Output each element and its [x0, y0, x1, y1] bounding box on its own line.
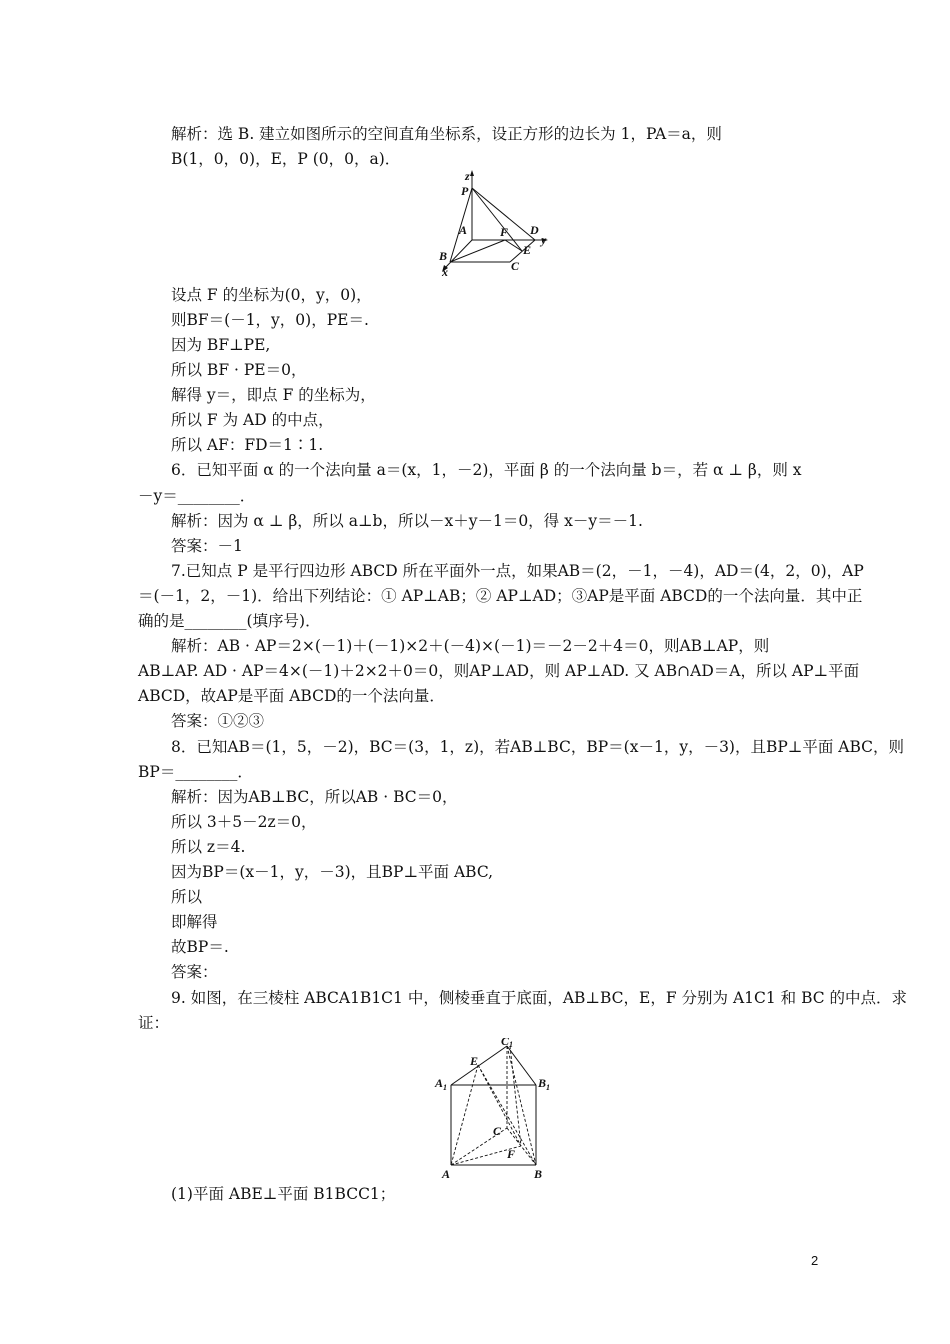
text-line: 7.已知点 P 是平行四边形 ABCD 所在平面外一点，如果AB＝(2，－1，－4)，AD＝(4，2，0)，AP	[171, 562, 864, 580]
text-line: 解析：选 B. 建立如图所示的空间直角坐标系，设正方形的边长为 1，PA＝a，则	[171, 125, 722, 143]
point-subscript: 1	[546, 1083, 550, 1092]
text-line: 即解得	[171, 913, 218, 931]
text-line: 6．已知平面 α 的一个法向量 a＝(x，1，－2)，平面 β 的一个法向量 b＝，若 α ⊥ β，则 x	[171, 461, 802, 479]
point-label: B	[439, 249, 448, 263]
text-line: 因为 BF⊥PE,	[171, 336, 271, 354]
point-subscript: 1	[443, 1083, 447, 1092]
point-label: C	[511, 259, 520, 273]
text-line: 解得 y＝，即点 F 的坐标为，	[171, 386, 376, 404]
point-label: C	[493, 1124, 502, 1138]
text-line: 解析：AB · AP＝2×(－1)＋(－1)×2＋(－4)×(－1)＝－2－2＋4＝0，则AB⊥AP，则	[171, 637, 770, 655]
page-number: 2	[811, 1253, 819, 1268]
text-line: 所以 z＝4.	[171, 838, 246, 856]
text-line: 故BP＝.	[171, 938, 229, 956]
text-line: 答案：①②③	[171, 712, 265, 730]
text-line: 所以 AF：FD＝1∶1.	[171, 436, 324, 454]
text-line: 所以 F 为 AD 的中点，	[171, 411, 334, 429]
text-line: 确的是________(填序号)．	[138, 612, 321, 630]
text-line: 答案：－1	[171, 537, 243, 555]
text-line: 则BF＝(－1，y，0)，PE＝.	[171, 311, 369, 329]
text-line: B(1，0，0)，E，P (0，0，a)．	[171, 150, 401, 168]
text-line: AB⊥AP. AD · AP＝4×(－1)＋2×2＋0＝0，则AP⊥AD，则 AP⊥AD. 又 AB∩AD＝A，所以 AP⊥平面	[138, 662, 860, 680]
text-line: ABCD，故AP是平面 ABCD的一个法向量．	[138, 687, 445, 705]
text-line: 因为BP＝(x－1，y，－3)，且BP⊥平面 ABC,	[171, 863, 494, 881]
text-line: 设点 F 的坐标为(0，y，0)，	[171, 286, 372, 304]
axis-label: x	[442, 265, 448, 278]
point-label: A	[459, 223, 468, 237]
point-label: F	[507, 1147, 516, 1161]
text-line: 证：	[138, 1014, 170, 1032]
point-label: B	[538, 1076, 547, 1090]
point-label: A	[442, 1167, 451, 1181]
point-label: E	[523, 243, 532, 257]
point-label: E	[470, 1054, 479, 1068]
point-label: A	[435, 1076, 444, 1090]
point-label: B	[534, 1167, 543, 1181]
point-label: C	[501, 1038, 510, 1048]
text-line: BP＝________．	[138, 763, 253, 781]
text-line: 所以 3＋5－2z＝0，	[171, 813, 317, 831]
text-line: －y＝________．	[138, 487, 256, 505]
point-label: D	[530, 223, 539, 237]
text-line: 9. 如图，在三棱柱 ABCA1B1C1 中，侧棱垂直于底面，AB⊥BC，E，F 分别为 A1C1 和 BC 的中点．求	[171, 989, 908, 1007]
text-line: 解析：因为 α ⊥ β，所以 a⊥b，所以－x＋y－1＝0，得 x－y＝－1.	[171, 512, 643, 530]
text-line: 解析：因为AB⊥BC，所以AB · BC＝0，	[171, 788, 458, 806]
text-line: 所以 BF · PE＝0，	[171, 361, 307, 379]
coordinate-pyramid-figure	[425, 168, 575, 278]
text-line: (1)平面 ABE⊥平面 B1BCC1；	[171, 1185, 396, 1203]
prism-figure	[428, 1038, 558, 1184]
axis-label: z	[465, 169, 470, 183]
point-subscript: 1	[509, 1040, 513, 1049]
point-label: P	[461, 184, 469, 198]
point-label: F	[500, 225, 509, 239]
text-line: ＝(－1，2，－1)．给出下列结论：① AP⊥AB；② AP⊥AD；③AP是平面 ABCD的一个法向量．其中正	[138, 587, 863, 605]
text-line: 8．已知AB＝(1，5，－2)，BC＝(3，1，z)，若AB⊥BC，BP＝(x－1，y，－3)，且BP⊥平面 ABC，则	[171, 738, 905, 756]
axis-label: y	[541, 233, 547, 247]
text-line: 所以	[171, 888, 203, 906]
text-line: 答案：	[171, 963, 218, 981]
